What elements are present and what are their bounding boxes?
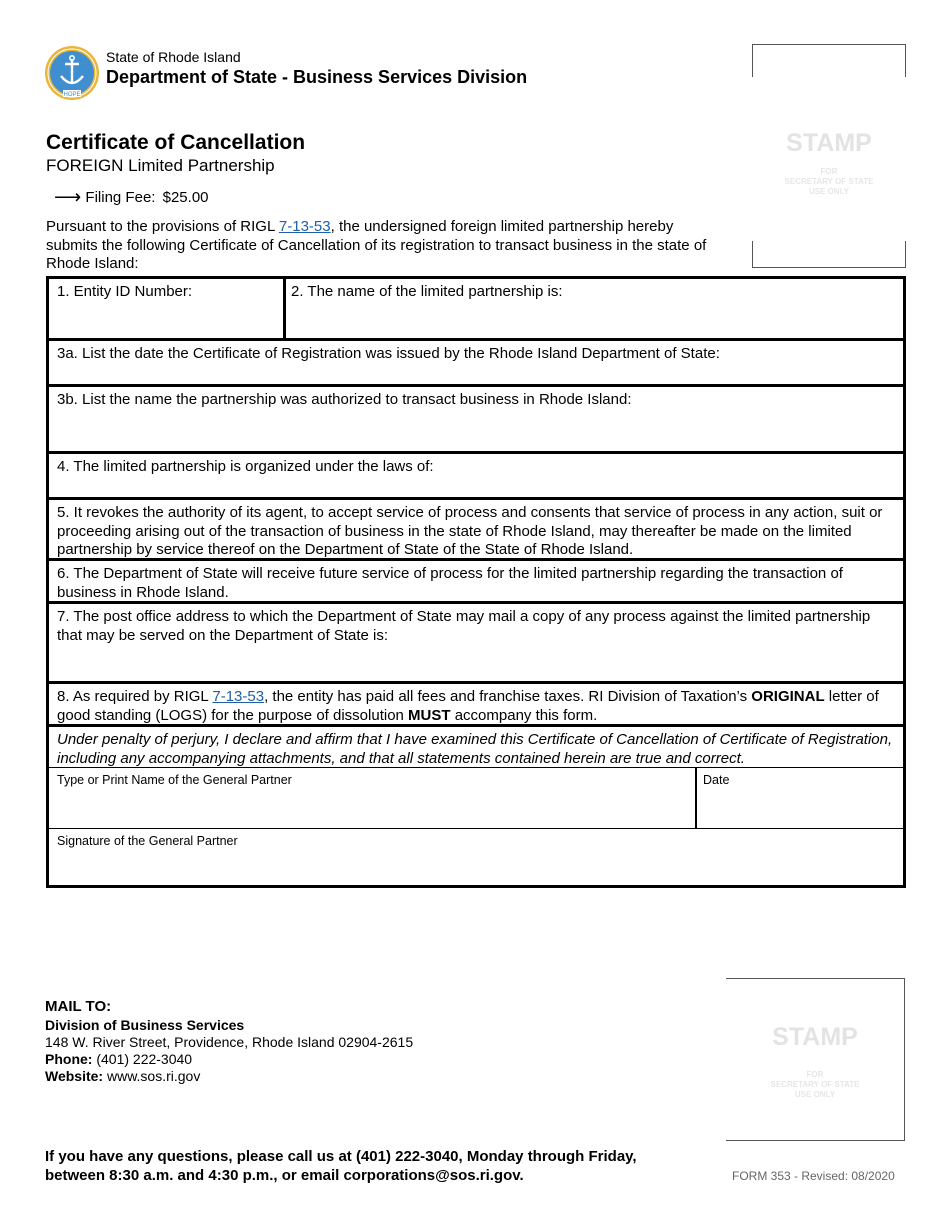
revocation-statement: 5. It revokes the authority of its agent, to accept service of process and consents that service of process in any action, suit or proceeding arising out of the transaction of business in the state of Rhode Island, may thereafter be made on the limited partnership by service thereof on the Department of State of the State of Rhode Island. — [49, 500, 903, 561]
date-label: Date — [703, 773, 730, 787]
post-office-address-field[interactable]: 7. The post office address to which the Department of State may mail a copy of any process against the limited partnership that may be served on the Department of State is: — [49, 604, 903, 684]
mail-org: Division of Business Services — [45, 1017, 245, 1033]
page-subtitle: FOREIGN Limited Partnership — [46, 156, 275, 175]
rhode-island-state-seal-icon — [45, 46, 99, 100]
print-name-label: Type or Print Name of the General Partner — [57, 773, 292, 787]
state-name: State of Rhode Island — [106, 49, 241, 65]
stamp-box-bottom — [726, 978, 905, 1141]
certificate-form — [46, 276, 906, 888]
stamp-note: FOR SECRETARY OF STATE USE ONLY — [784, 167, 874, 196]
taxes-statement: 8. As required by RIGL 7-13-53, the entity has paid all fees and franchise taxes. RI Division of Taxation’s ORIGINAL letter of good standing (LOGS) for the purpose of dissolution MUST accompany this form. — [49, 684, 903, 727]
stamp-note-bottom: FOR SECRETARY OF STATE USE ONLY — [770, 1070, 860, 1099]
authorized-name-field[interactable]: 3b. List the name the partnership was authorized to transact business in Rhode Island: — [49, 387, 903, 454]
signature-label: Signature of the General Partner — [57, 834, 238, 848]
print-name-input[interactable] — [49, 768, 695, 826]
partnership-name-label: 2. The name of the limited partnership is: — [291, 283, 563, 300]
rigl-link[interactable]: 7-13-53 — [278, 218, 331, 235]
mail-heading: MAIL TO: — [45, 998, 112, 1015]
seal-text: HOPE — [63, 92, 81, 98]
filing-fee — [54, 185, 209, 208]
organized-laws-field[interactable]: 4. The limited partnership is organized under the laws of: — [49, 454, 903, 500]
entity-id-label: 1. Entity ID Number: — [57, 283, 193, 300]
date-input[interactable] — [697, 768, 903, 826]
department-name: Department of State - Business Services Division — [106, 67, 528, 87]
mail-to-block — [45, 998, 413, 1085]
perjury-statement: Under penalty of perjury, I declare and affirm that I have examined this Certificate of Cancellation of Certificate of Registration, including any accompanying attachments, and that all statements contained herein are true and correct. — [49, 727, 903, 768]
registration-date-field[interactable]: 3a. List the date the Certificate of Registration was issued by the Rhode Island Department of State: — [49, 341, 903, 387]
arrow-right-icon: ⟶ — [54, 187, 82, 208]
page-title: Certificate of Cancellation — [46, 131, 306, 154]
form-number: FORM 353 - Revised: 08/2020 — [732, 1169, 895, 1183]
rigl-link-2[interactable]: 7-13-53 — [212, 688, 265, 705]
service-statement: 6. The Department of State will receive future service of process for the limited partnership regarding the transaction of business in Rhode Island. — [49, 561, 903, 604]
mail-phone: Phone: (401) 222-3040 — [45, 1051, 193, 1067]
mail-website: Website: www.sos.ri.gov — [45, 1068, 201, 1084]
mail-address: 148 W. River Street, Providence, Rhode Island 02904-2615 — [45, 1034, 414, 1050]
stamp-label: STAMP — [786, 129, 872, 157]
stamp-label-bottom: STAMP — [772, 1023, 858, 1051]
filing-fee-amount: $25.00 — [162, 189, 209, 206]
stamp-box-top — [752, 44, 906, 268]
questions-note: If you have any questions, please call us at (401) 222-3040, Monday through Friday, between 8:30 a.m. and 4:30 p.m., or email corporations@sos.ri.gov. — [45, 1148, 637, 1184]
signature-input[interactable] — [49, 829, 903, 885]
filing-fee-label: Filing Fee: — [85, 189, 156, 206]
intro-paragraph: Pursuant to the provisions of RIGL 7-13-53, the undersigned foreign limited partnership hereby submits the following Certificate of Cancellation of its registration to transact business in the state of Rhode Island: — [46, 218, 707, 272]
